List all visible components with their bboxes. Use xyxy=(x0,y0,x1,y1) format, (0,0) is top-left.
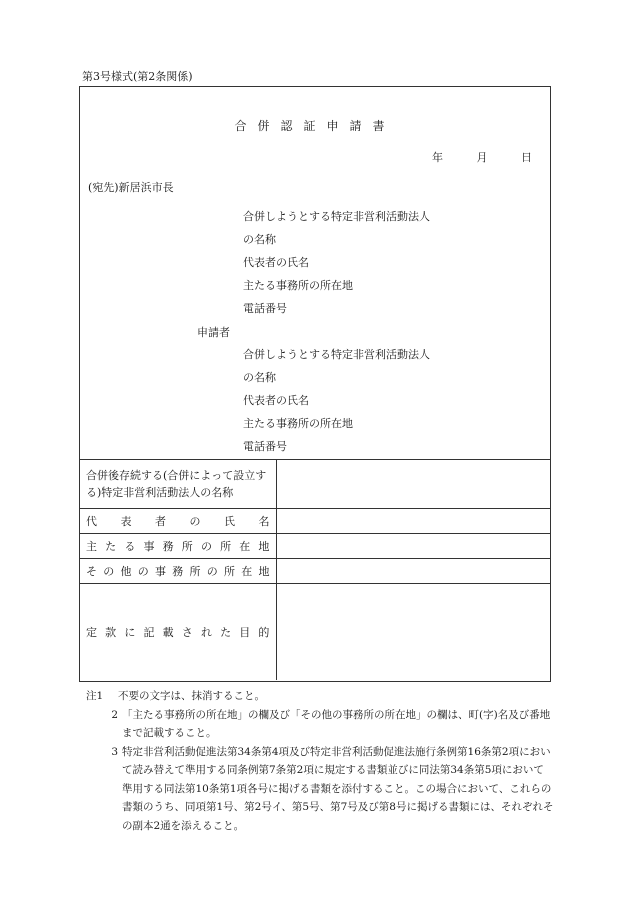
rep-name-field[interactable] xyxy=(276,509,550,534)
date-month[interactable]: 月 xyxy=(476,151,488,164)
note-text: 「主たる事務所の所在地」の欄及び「その他の事務所の所在地」の欄は、町(字)名及び番地まで記載すること。 xyxy=(122,708,551,739)
addressee: (宛先)新居浜市長 xyxy=(88,181,174,194)
form-title: 合併認証申請書 xyxy=(234,119,396,133)
applicant-org-name-label-1: 合併しようとする特定非営利活動法人 xyxy=(243,210,430,223)
table-row xyxy=(80,584,550,680)
merged-org-name-label: 合併後存続する(合併によって設立する)特定非営利活動法人の名称 xyxy=(80,460,276,509)
other-office-address-label: そ の 他 の 事 務 所 の 所 在 地 xyxy=(80,559,276,584)
applicant-label: 申請者 xyxy=(197,326,230,339)
note-item xyxy=(84,687,554,706)
main-office-address-field[interactable] xyxy=(276,534,550,559)
applicant-org-name-label-2: 合併しようとする特定非営利活動法人 xyxy=(243,348,430,361)
applicant-phone-label-2: 電話番号 xyxy=(243,440,287,453)
notes-section xyxy=(84,687,554,835)
applicant-office-address-label-1: 主たる事務所の所在地 xyxy=(243,279,353,292)
note-text: 不要の文字は、抹消すること。 xyxy=(118,690,265,702)
note-number: 注1 xyxy=(86,690,104,702)
articles-purpose-label: 定 款 に 記 載 さ れ た 目 的 xyxy=(80,584,276,680)
date-line xyxy=(402,149,532,165)
applicant-office-address-label-2: 主たる事務所の所在地 xyxy=(243,417,353,430)
note-number: 2 xyxy=(111,708,118,721)
form-number-label: 第3号様式(第2条関係) xyxy=(82,70,193,83)
applicant-rep-name-label-2: 代表者の氏名 xyxy=(243,394,309,407)
merged-org-name-field[interactable] xyxy=(276,460,550,509)
application-form-frame xyxy=(79,86,551,682)
note-text: 特定非営利活動促進法第34条第4項及び特定非営利活動促進法施行条例第16条第2項において読み替えて準用する同条例第7条第2項に規定する書類並びに同法第34条第5項において準用する同法第10条第1項各号に掲げる書類を添付すること。この場合において、これらの書類のうち、同項第1号、第2号イ、第5号、第7号及び第8号に掲げる書類には、それぞれその副本2通を添えること。 xyxy=(122,745,554,832)
table-row xyxy=(80,559,550,584)
other-office-address-field[interactable] xyxy=(276,559,550,584)
applicant-org-name-suffix-1: の名称 xyxy=(243,233,276,246)
applicant-phone-label-1: 電話番号 xyxy=(243,302,287,315)
note-item xyxy=(84,743,554,836)
table-row xyxy=(80,460,550,509)
note-item xyxy=(84,706,554,743)
main-office-address-label: 主 た る 事 務 所 の 所 在 地 xyxy=(80,534,276,559)
note-number: 3 xyxy=(111,745,118,758)
date-day[interactable]: 日 xyxy=(521,151,532,164)
rep-name-label: 代 表 者 の 氏 名 xyxy=(80,509,276,534)
applicant-rep-name-label-1: 代表者の氏名 xyxy=(243,256,309,269)
table-row xyxy=(80,509,550,534)
table-row xyxy=(80,534,550,559)
info-table xyxy=(80,459,550,680)
date-year[interactable]: 年 xyxy=(432,151,443,164)
applicant-org-name-suffix-2: の名称 xyxy=(243,371,276,384)
articles-purpose-field[interactable] xyxy=(276,584,550,680)
